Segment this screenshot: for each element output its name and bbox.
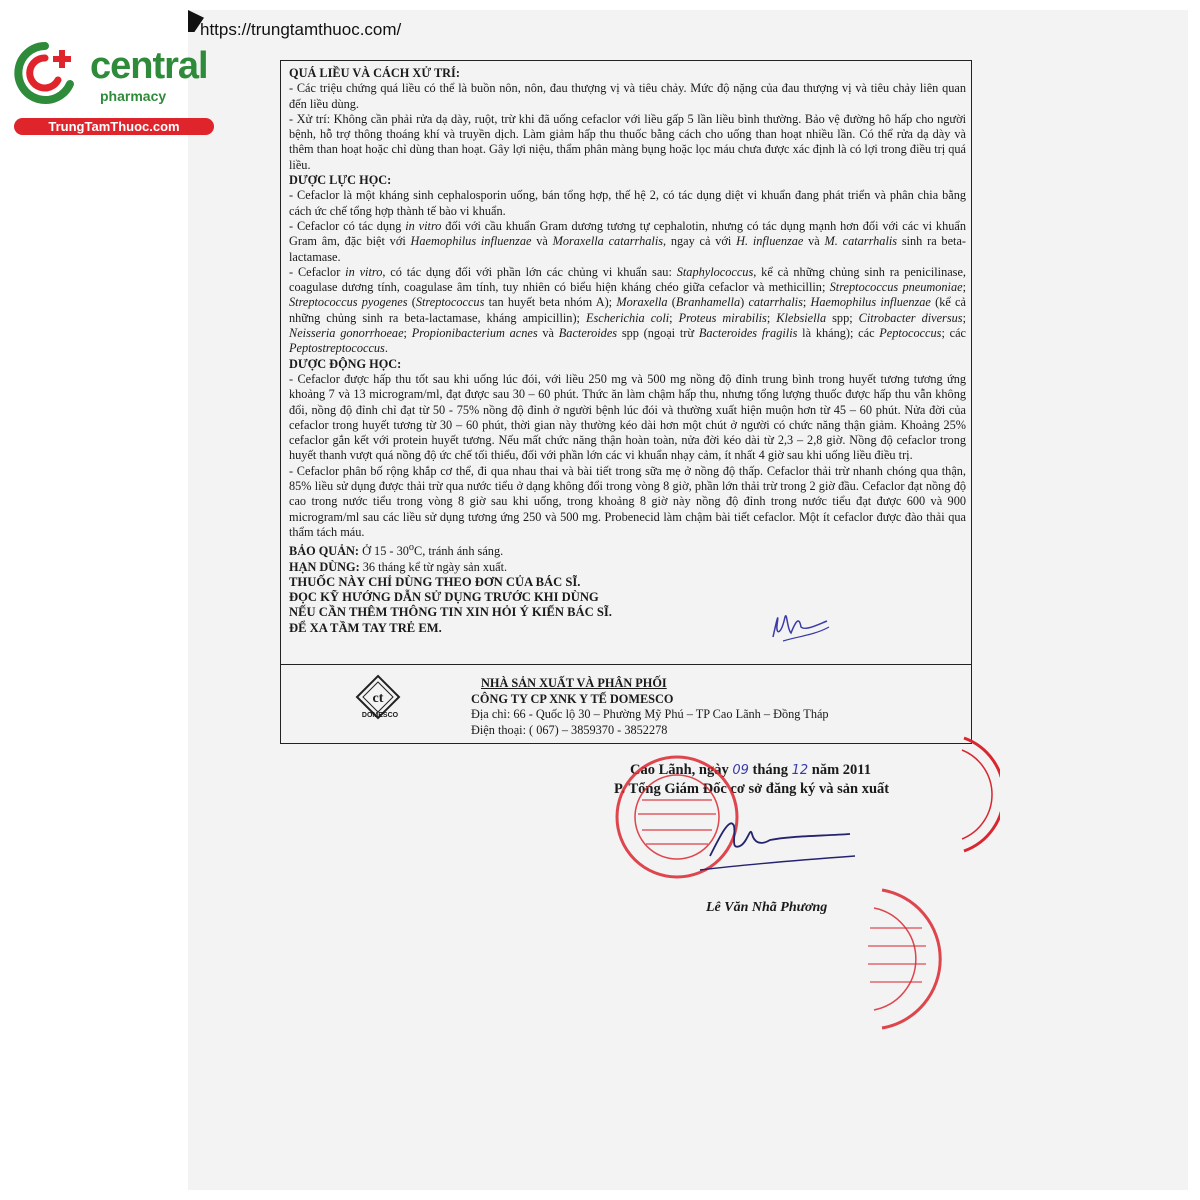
text-run: . [384,341,388,356]
source-url[interactable]: https://trungtamthuoc.com/ [200,20,402,39]
text-run: , kể cả những chủng sinh ra penicilinase, coagulase dương tính, coagulase âm tính, tuy nhiên có biểu hiện kháng chéo giữa cefaclor và methicillin; [289,264,967,295]
text-run: Bacteroides fragilis [698,326,798,341]
text-run: và [803,234,825,249]
text-run: (kể cả những chủng sinh ra beta-lactamase, kháng ampicillin); [289,295,966,325]
text-run: Branhamella [675,295,741,310]
text-run: Streptococcus pyogenes [289,295,408,310]
text-run: , có tác dụng đối với phần lớn các chủng vi khuẩn sau: [382,264,677,279]
overdose-title: QUÁ LIỀU VÀ CÁCH XỬ TRÍ: [289,66,460,80]
logo-brand: central [90,45,208,87]
text-run: Staphylococcus [676,264,754,279]
overdose-paragraph-2: - Xử trí: Không cần phải rửa dạ dày, ruột, trừ khi đã uống cefaclor với liều gấp 5 lần liều bình thường. Bảo vệ đường hô hấp cho người bệnh, hỗ trợ thông thoáng khí và truyền dịch. Làm giảm hấp thu thuốc bằng cách cho uống than hoạt nhiều lần. Có thể rửa dạ dày và thêm than hoạt hoặc chỉ dùng than hoạt. Gây lợi niệu, thẩm phân màng bụng hoặc lọc máu chưa được xác định là có lợi trong điều trị quá liều. [289,111,966,172]
signer-name: Lê Văn Nhã Phương [706,900,828,915]
text-run: Peptococcus [879,326,942,341]
text-run: in vitro [405,218,442,233]
logo-banner: TrungTamThuoc.com [14,118,214,135]
manufacturer-address: Địa chỉ: 66 - Quốc lộ 30 – Phường Mỹ Phú – TP Cao Lãnh – Đồng Tháp [471,707,829,721]
date-day: 09 [732,763,749,778]
pharmacodynamics-paragraph-3 [289,265,966,357]
pharmacokinetics-title: DƯỢC ĐỘNG HỌC: [289,356,402,371]
text-run: và [531,234,553,249]
storage-value-end: C, tránh ánh sáng. [414,544,504,559]
pharmacodynamics-paragraph-2 [289,219,966,265]
text-run: là kháng); các [797,326,880,341]
text-run: ; [962,280,966,295]
logo-ring-icon [12,40,78,106]
text-run: - Cefaclor [289,264,346,279]
text-run: ; [802,295,811,310]
company-seal-partial [960,732,1000,857]
text-run: Klebsiella [776,310,827,325]
text-run: ) [740,295,749,310]
text-run: , ngay cả với [663,234,737,249]
text-run: in vitro [345,264,383,279]
text-run: Escherichia coli [585,310,670,325]
manufacturer-box [280,664,972,744]
text-run: ; [962,310,966,325]
storage-value: Ở 15 - 30 [359,544,409,559]
text-run: Streptococcus [415,295,485,310]
date-place: Cao Lãnh, ngày [630,762,729,778]
central-pharmacy-logo[interactable] [10,38,215,138]
manufacturer-phone: Điện thoại: ( 067) – 3859370 - 3852278 [471,722,668,737]
svg-text:ct: ct [372,691,384,706]
text-run: ; [669,310,679,325]
initials-signature [765,605,835,645]
expiry-line [289,560,966,575]
company-seal-stamp-2 [862,884,956,1034]
expiry-label: HẠN DÙNG: [289,559,360,574]
date-year: năm 2011 [811,762,871,778]
expiry-value: 36 tháng kể từ ngày sản xuất. [359,559,508,574]
signer-role: P. Tổng Giám Đốc cơ sở đăng ký và sản xuất [614,781,890,797]
date-month: 12 [791,763,809,778]
text-run: - Cefaclor có tác dụng [289,218,406,233]
text-run: và [537,326,559,341]
text-run: spp; [826,310,859,325]
text-run: tan huyết beta nhóm A); [484,295,617,310]
leaflet-body [280,60,972,665]
degree-mark: o [408,542,415,554]
text-run: Neisseria gonorrhoeae [289,326,404,341]
text-run: Moraxella catarrhalis [552,234,664,249]
pharmacodynamics-title: DƯỢC LỰC HỌC: [289,173,392,188]
text-run: spp (ngoại trừ [617,326,699,341]
text-run: Haemophilus influenzae [810,295,931,310]
pharmacokinetics-paragraph-2: - Cefaclor phân bố rộng khắp cơ thể, đi qua nhau thai và bài tiết trong sữa mẹ ở nồng độ thấp. Cefaclor thải trừ nhanh chóng qua thận, 85% liều sử dụng được thải trừ qua nước tiểu ở dạng không đổi trong vòng 8 giờ, phần lớn thải trừ trong 2 giờ đầu. Cefaclor đạt nồng độ cao trong nước tiểu trong vòng 8 giờ sau khi uống, trong khoảng 8 giờ này nồng độ đỉnh trong nước tiểu đạt được 600 và 900 microgram/ml sau các liều sử dụng tương ứng 250 và 500 mg. Probenecid làm chậm bài tiết cefaclor. Một ít cefaclor được đào thải qua thẩm tách máu. [289,463,966,539]
storage-line [289,540,966,559]
storage-label: BẢO QUẢN: [289,544,360,559]
warning-children: ĐỂ XA TẦM TAY TRẺ EM. [289,620,442,635]
manufacturer-details [471,676,829,738]
date-month-word: tháng [752,762,788,778]
text-run: ( [667,295,676,310]
warning-read-instructions: ĐỌC KỸ HƯỚNG DẪN SỬ DỤNG TRƯỚC KHI DÙNG [289,590,599,605]
logo-subtitle: pharmacy [100,88,167,104]
text-run: đối với cầu khuẩn Gram dương tương tự cephalotin, nhưng có tác dụng mạnh hơn đối với các vi khuẩn Gram âm, đặc biệt với [289,218,966,249]
text-run: M. catarrhalis [824,234,898,249]
handwritten-signature [690,806,860,876]
manufacturer-heading: NHÀ SẢN XUẤT VÀ PHÂN PHỐI [481,676,667,690]
text-run: catarrhalis [748,295,803,310]
warning-prescription: THUỐC NÀY CHỈ DÙNG THEO ĐƠN CỦA BÁC SĨ. [289,574,581,589]
text-run: H. influenzae [736,234,804,249]
text-run: Citrobacter diversus [858,310,963,325]
text-run: sinh ra beta-lactamase. [289,234,967,264]
text-run: Streptococcus pneumoniae [829,280,963,295]
text-run: Peptostreptococcus [289,341,385,356]
text-run: ( [407,295,416,310]
warning-ask-doctor: NẾU CẦN THÊM THÔNG TIN XIN HỎI Ý KIẾN BÁC SĨ. [289,605,612,620]
pharmacokinetics-paragraph-1: - Cefaclor được hấp thu tốt sau khi uống lúc đói, với liều 250 mg và 500 mg nồng độ đỉnh trung bình trong huyết tương tương ứng khoảng 7 và 13 microgram/ml, đạt được sau 30 – 60 phút. Thức ăn làm chậm hấp thu, nhưng tổng lượng thuốc được hấp thu vẫn không đổi, nồng độ đỉnh chỉ đạt từ 50 - 75% nồng độ đỉnh ở người bệnh lúc đói và thường xuất hiện muộn hơn từ 45 – 60 phút. Nửa đời của cefaclor trong huyết tương từ 30 – 60 phút, thời gian này thường kéo dài hơn một chút ở người có chức năng thận giảm. Khoảng 25% cefaclor gắn kết với protein huyết tương. Nếu mất chức năng thận hoàn toàn, nửa đời kéo dài từ 2,3 – 2,8 giờ. Nồng độ cefaclor trong huyết thanh vượt quá nồng độ ức chế tối thiểu, đối với phần lớn các vi khuẩn nhạy cảm, ít nhất 4 giờ sau khi uống liều điều trị. [289,371,966,463]
text-run: Haemophilus influenzae [410,234,532,249]
text-run: Proteus mirabilis [678,310,767,325]
text-run: Moraxella [616,295,668,310]
domesco-logo-label: DOMESCO [361,712,399,719]
text-run: Bacteroides [558,326,618,341]
overdose-paragraph-1: - Các triệu chứng quá liều có thể là buồn nôn, nôn, đau thượng vị và tiêu chảy. Mức độ nặng của đau thượng vị và tiêu chảy liên quan đến liều dùng. [289,81,966,111]
text-run: ; các [941,326,966,341]
pharmacodynamics-paragraph-1: - Cefaclor là một kháng sinh cephalosporin uống, bán tổng hợp, thế hệ 2, có tác dụng diệt vi khuẩn đang phát triển và phân chia bằng cách ức chế tổng hợp thành tế bào vi khuẩn. [289,188,966,218]
text-run: ; [403,326,412,341]
text-run: Propionibacterium acnes [411,326,538,341]
text-run: ; [766,310,777,325]
manufacturer-name: CÔNG TY CP XNK Y TẾ DOMESCO [471,691,674,706]
